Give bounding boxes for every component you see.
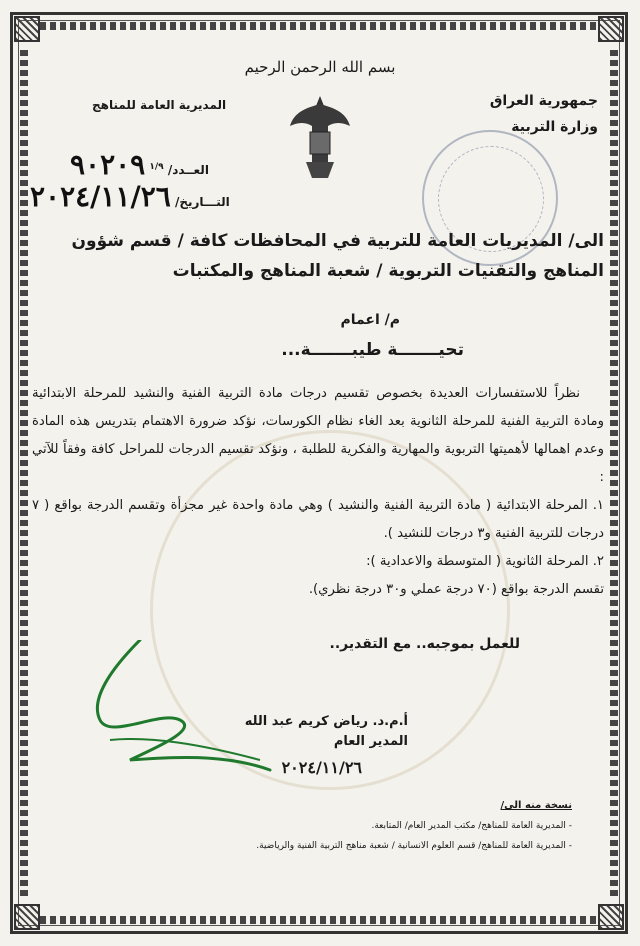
date-label: التـــاريخ/ [174, 195, 230, 209]
border-pattern-right [610, 50, 618, 896]
copies-list [256, 796, 572, 856]
copies-heading: نسخة منه الى/ [500, 800, 572, 811]
reference-number-line [70, 148, 209, 181]
greeting: تحيـــــــة طيبـــــــة... [281, 340, 464, 360]
border-pattern-bottom [40, 916, 600, 924]
signatory-block [245, 712, 408, 752]
date-line [30, 180, 230, 213]
body-item-primary: ١. المرحلة الابتدائية ( مادة التربية الفنية والنشيد ) وهي مادة واحدة غير مجزأة وتقسم الدرجة بواقع ( ٧ درجات للتربية الفنية و٣ درجات للنشيد ). [32, 498, 604, 541]
basmala: بسم الله الرحمن الرحيم [244, 58, 396, 76]
body-item-secondary-detail: تقسم الدرجة بواقع (٧٠ درجة عملي و٣٠ درجة نظري). [308, 582, 604, 597]
date-value: ٢٠٢٤/١١/٢٦ [30, 180, 171, 213]
body-paragraph: نظراً للاستفسارات العديدة بخصوص تقسيم درجات مادة التربية الفنية والنشيد للمرحلة الابتدائية ومادة التربية الفنية للمرحلة الثانوية بعد الغاء نظام الكورسات، نؤكد ضرورة الاهتمام بتدريس هذه المادة وعدم اهمالها لأهميتها التربوية والمهارية والفكرية للطلبة ، ونؤكد تقسيم الدرجات للمراحل كافة وفقاً للآتي : [32, 386, 604, 485]
corner-ornament-top-right [598, 16, 624, 42]
eagle-emblem-icon [288, 92, 352, 184]
signature-date: ٢٠٢٤/١١/٢٦ [281, 758, 362, 777]
ministry-name: وزارة التربية [511, 119, 598, 135]
number-value: ٩٠٢٠٩ [70, 148, 146, 181]
subject-line: م/ اعمام [340, 312, 400, 328]
number-label: العــدد/ [167, 163, 209, 177]
corner-ornament-top-left [14, 16, 40, 42]
copies-item: - المديرية العامة للمناهج/ مكتب المدير العام/ المتابعة. [371, 821, 572, 831]
closing-line: للعمل بموجبه.. مع التقدير.. [329, 636, 520, 652]
body-item-secondary-title: ٢. المرحلة الثانوية ( المتوسطة والاعدادية ): [366, 554, 604, 569]
letter-body [32, 380, 604, 604]
corner-ornament-bottom-right [598, 904, 624, 930]
border-pattern-left [20, 50, 28, 896]
addressee: الى/ المديريات العامة للتربية في المحافظات كافة / قسم شؤون المناهج والتقنيات التربوية / شعبة المناهج والمكتبات [71, 231, 604, 281]
number-prefix: ١/٩ [149, 162, 164, 172]
handwritten-signature [70, 640, 290, 780]
directorate-name: المديرية العامة للمناهج [92, 98, 227, 112]
signatory-title: المدير العام [333, 734, 408, 749]
signatory-name: أ.م.د. رياض كريم عبد الله [244, 714, 408, 729]
republic-name: جمهورية العراق [489, 93, 598, 109]
copies-item: - المديرية العامة للمناهج/ قسم العلوم الانسانية / شعبة مناهج التربية الفنية والرياضية. [256, 841, 572, 851]
corner-ornament-bottom-left [14, 904, 40, 930]
border-pattern-top [40, 22, 600, 30]
